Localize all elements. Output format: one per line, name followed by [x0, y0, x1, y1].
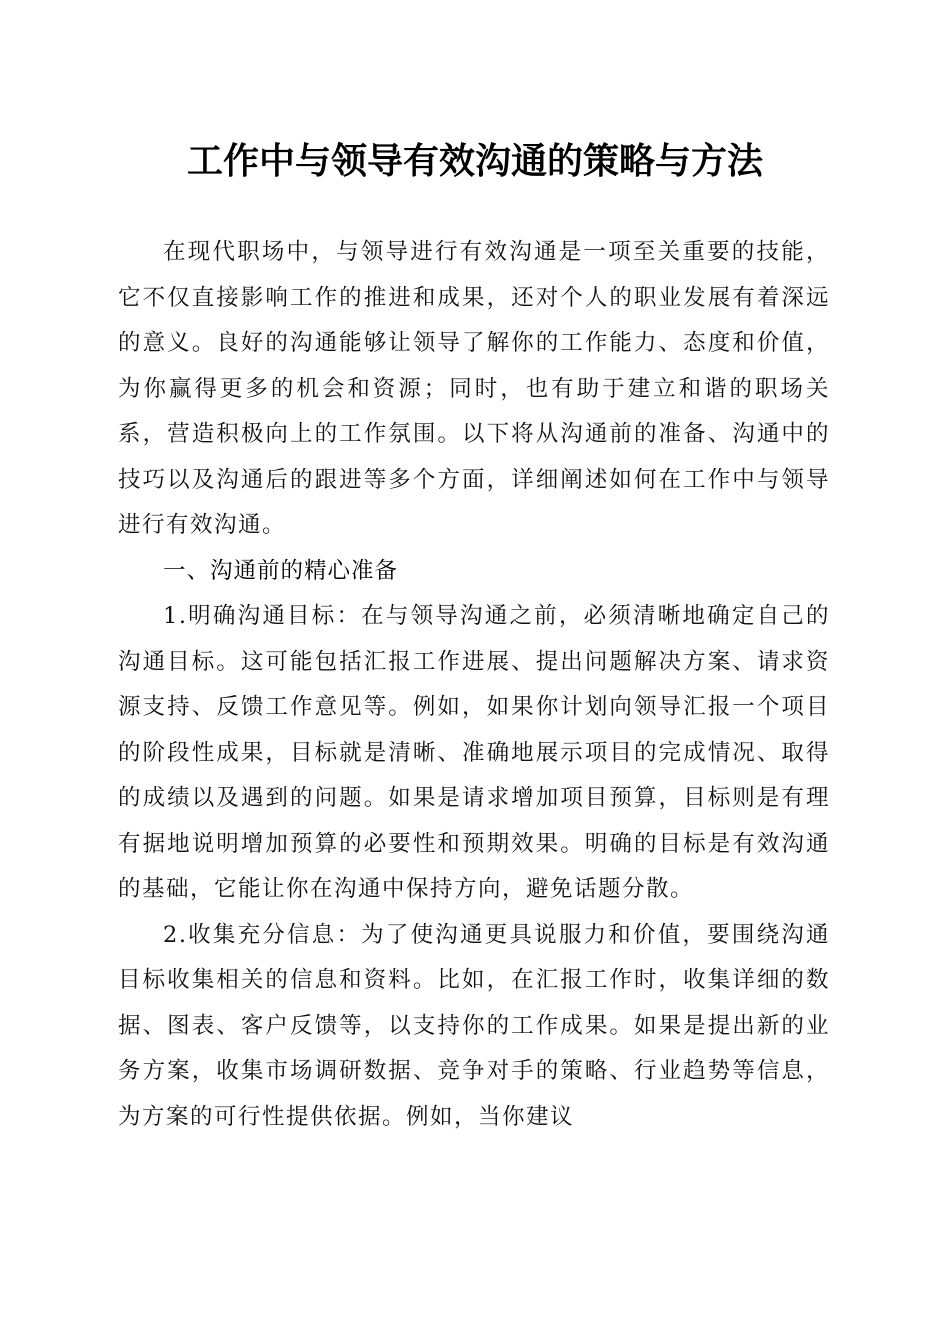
- intro-paragraph: 在现代职场中，与领导进行有效沟通是一项至关重要的技能，它不仅直接影响工作的推进和成果，还对个人的职业发展有着深远的意义。良好的沟通能够让领导了解你的工作能力、态度和价值，为你赢得更多的机会和资源；同时，也有助于建立和谐的职场关系，营造积极向上的工作氛围。以下将从沟通前的准备、沟通中的技巧以及沟通后的跟进等多个方面，详细阐述如何在工作中与领导进行有效沟通。: [118, 239, 830, 538]
- document-body: [118, 230, 830, 1140]
- section-heading: 一、沟通前的精心准备: [163, 557, 399, 584]
- document-title: 工作中与领导有效沟通的策略与方法: [186, 140, 763, 182]
- section-item-2: 2.收集充分信息：为了使沟通更具说服力和价值，要围绕沟通目标收集相关的信息和资料。比如，在汇报工作时，收集详细的数据、图表、客户反馈等，以支持你的工作成果。如果是提出新的业务方案，收集市场调研数据、竞争对手的策略、行业趋势等信息，为方案的可行性提供依据。例如，当你建议: [118, 921, 830, 1130]
- section-item-1: 1.明确沟通目标：在与领导沟通之前，必须清晰地确定自己的沟通目标。这可能包括汇报工作进展、提出问题解决方案、请求资源支持、反馈工作意见等。例如，如果你计划向领导汇报一个项目的阶段性成果，目标就是清晰、准确地展示项目的完成情况、取得的成绩以及遇到的问题。如果是请求增加项目预算，目标则是有理有据地说明增加预算的必要性和预期效果。明确的目标是有效沟通的基础，它能让你在沟通中保持方向，避免话题分散。: [118, 603, 830, 902]
